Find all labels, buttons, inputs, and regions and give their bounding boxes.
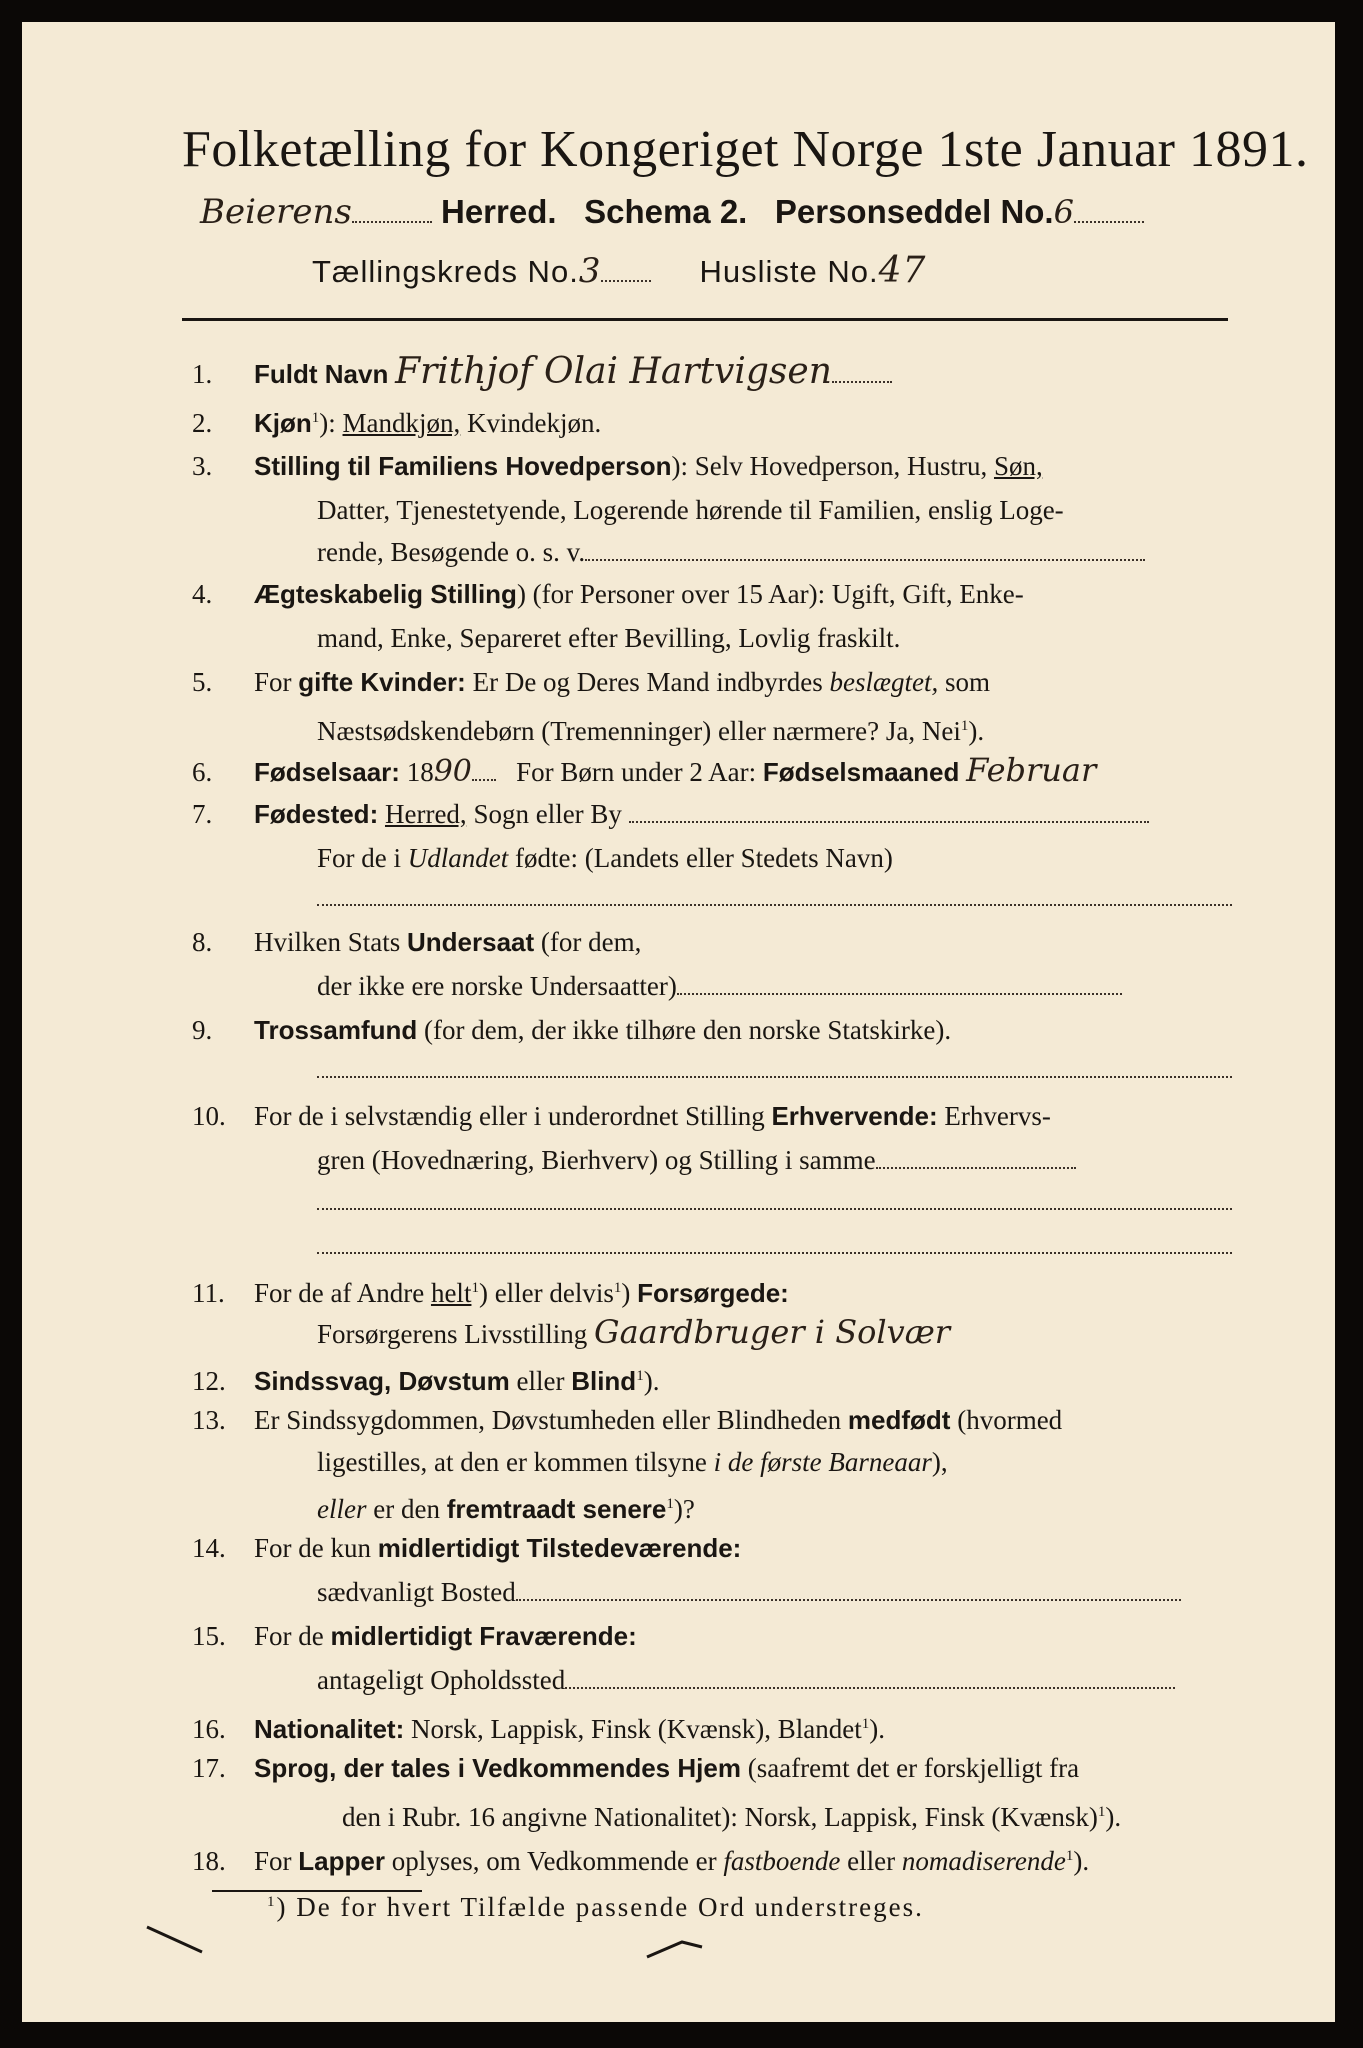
question-text: som (938, 667, 991, 697)
question-text: den i Rubr. 16 angivne Nationalitet): Norsk, Lappisk, Finsk (Kvænsk) (342, 1802, 1098, 1832)
question-text: For de kun (254, 1533, 378, 1563)
question-text: ): Selv Hovedperson, Hustru, (671, 451, 994, 481)
question-label: gifte Kvinder: (298, 667, 466, 697)
question-number: 14. (192, 1533, 226, 1563)
herred-value: Beierens (200, 192, 352, 232)
question-text: (for dem, der ikke tilhøre den norske Statskirke). (417, 1015, 952, 1045)
question-label: Lapper (298, 1846, 385, 1876)
ink-mark (142, 1922, 242, 1962)
question-number: 7. (192, 799, 213, 829)
question-label: Trossamfund (254, 1015, 418, 1045)
question-5-line-2: Næstsødskendebørn (Tremenninger) eller nærmere? Ja, Nei$^1$). (317, 716, 985, 746)
question-text: eller (317, 1494, 367, 1524)
question-text: Kvindekjøn. (460, 408, 602, 438)
question-text: ): (319, 408, 343, 438)
question-text: ). (643, 1366, 660, 1396)
question-label: Sprog, der tales i Vedkommendes Hjem (254, 1753, 741, 1783)
question-10 (192, 1096, 1245, 1136)
kreds-label: Tællingskreds No. (312, 254, 579, 289)
footnote-mark: 1 (311, 410, 320, 426)
question-label: Undersaat (407, 927, 535, 957)
question-15 (192, 1616, 1245, 1656)
question-text: er den (366, 1494, 447, 1524)
question-label: Fødselsaar: (254, 757, 400, 787)
question-label: Fuldt Navn (254, 359, 389, 389)
question-number: 10. (192, 1101, 226, 1131)
question-1 (192, 352, 1245, 394)
husliste-value: 47 (878, 250, 927, 291)
question-text: ). (869, 1714, 885, 1744)
dotted-fill (601, 258, 651, 282)
question-text: sædvanligt Bosted (317, 1577, 516, 1607)
blank-answer-line (317, 1076, 1232, 1078)
question-text: For de af Andre (254, 1278, 431, 1308)
question-text: Forsørgerens Livsstilling (317, 1319, 588, 1349)
full-name-value: Frithjof Olai Hartvigsen (395, 351, 832, 392)
census-form (22, 22, 1335, 2022)
question-label: Forsørgede: (637, 1278, 789, 1308)
footnote (267, 1892, 924, 1923)
question-label: Stilling til Familiens Hovedperson (254, 451, 672, 481)
question-label: fremtraadt senere (446, 1494, 667, 1524)
selected-option: Mandkjøn, (342, 408, 461, 438)
schema-label: Schema 2. (584, 193, 748, 230)
kreds-value: 3 (578, 251, 602, 291)
question-text: oplyses, om Vedkommende er (384, 1846, 724, 1876)
question-label: Fødselsmaaned (762, 757, 960, 787)
question-text: der ikke ere norske Undersaatter) (317, 971, 677, 1001)
question-5 (192, 662, 1245, 702)
question-text: For (254, 1846, 299, 1876)
form-title: Folketælling for Kongeriget Norge 1ste Januar 1891. (182, 121, 1309, 178)
dotted-fill (585, 537, 1145, 561)
question-text: i de første Barneaar (713, 1447, 932, 1477)
question-label: medfødt (847, 1405, 951, 1435)
question-11-line-2 (317, 1312, 1245, 1354)
dotted-fill (352, 199, 432, 223)
question-number: 2. (192, 408, 213, 438)
dotted-fill (677, 971, 1122, 995)
question-label: Ægteskabelig Stilling (254, 579, 517, 609)
question-10-line-2 (317, 1140, 1245, 1180)
question-3-line-3 (317, 532, 1245, 572)
question-text: For Børn under 2 Aar: (516, 757, 763, 787)
header-rule (182, 318, 1228, 321)
question-text: beslægtet, (829, 667, 939, 697)
question-17-line-2: den i Rubr. 16 angivne Nationalitet): Norsk, Lappisk, Finsk (Kvænsk)$^1$). (342, 1802, 1122, 1832)
question-text: nomadiserende (901, 1846, 1066, 1876)
question-13-line-3: eller er den fremtraadt senere$^1$)? (317, 1494, 695, 1524)
dotted-fill (876, 1145, 1076, 1169)
question-14-line-2 (317, 1572, 1245, 1612)
question-text: For de (254, 1621, 331, 1651)
dotted-fill (472, 757, 496, 781)
question-number: 3. (192, 451, 213, 481)
question-4 (192, 574, 1245, 614)
question-number: 18. (192, 1846, 226, 1876)
herred-label: Herred. (441, 193, 557, 230)
question-label: Sindssvag, Døvstum (254, 1366, 510, 1396)
question-text: fastboende (723, 1846, 841, 1876)
ink-mark (642, 1932, 722, 1962)
question-number: 12. (192, 1366, 226, 1396)
question-6 (192, 750, 1245, 792)
question-number: 15. (192, 1621, 226, 1651)
question-number: 9. (192, 1015, 213, 1045)
question-number: 4. (192, 579, 213, 609)
question-number: 6. (192, 757, 213, 787)
question-text: Næstsødskendebørn (Tremenninger) eller nærmere? Ja, Nei (317, 716, 961, 746)
husliste-label: Husliste No. (699, 254, 879, 289)
question-number: 11. (192, 1278, 225, 1308)
question-text: rende, Besøgende o. s. v. (317, 537, 586, 567)
question-text: For de i selvstændig eller i underordnet Stilling (254, 1101, 772, 1131)
question-number: 5. (192, 667, 213, 697)
question-text: ), (931, 1447, 948, 1477)
question-text: For de i (317, 843, 408, 873)
question-3 (192, 446, 1245, 486)
question-text: ) (621, 1278, 638, 1308)
question-3-line-2: Datter, Tjenestetyende, Logerende hørende til Familien, enslig Loge- (317, 495, 1064, 525)
question-number: 17. (192, 1753, 226, 1783)
question-number: 16. (192, 1714, 226, 1744)
question-9 (192, 1010, 1245, 1050)
question-13-line-2 (317, 1442, 1245, 1482)
question-text: Er De og Deres Mand indbyrdes (465, 667, 830, 697)
question-label: Erhvervende: (771, 1101, 938, 1131)
kreds-row (312, 250, 926, 291)
question-text: )? (673, 1494, 695, 1524)
question-text: (hvormed (950, 1405, 1063, 1435)
question-label: Blind (571, 1366, 637, 1396)
question-8-line-2 (317, 966, 1245, 1006)
question-text: For (254, 667, 299, 697)
personseddel-value: 6 (1053, 193, 1074, 231)
selected-option: Herred, (384, 799, 467, 829)
dotted-fill (1074, 199, 1144, 223)
question-4-line-2: mand, Enke, Separeret efter Bevilling, Lovlig fraskilt. (317, 623, 901, 653)
question-16: 16. Nationalitet: Norsk, Lappisk, Finsk (Kvænsk), Blandet$^1$). (192, 1704, 1245, 1749)
question-text: eller (840, 1846, 902, 1876)
question-text: ligestilles, at den er kommen tilsyne (317, 1447, 714, 1477)
question-text: Udlandet (407, 843, 509, 873)
question-13 (192, 1400, 1245, 1440)
question-number: 1. (192, 359, 213, 389)
birth-year-value: 90 (433, 754, 472, 789)
question-8 (192, 922, 1245, 962)
question-label: Fødested: (254, 799, 379, 829)
question-text: ). (1105, 1802, 1122, 1832)
question-text: Norsk, Lappisk, Finsk (Kvænsk), Blandet (404, 1714, 862, 1744)
dotted-fill (565, 1665, 1175, 1689)
question-17 (192, 1748, 1245, 1788)
footnote-mark: 1 (267, 1894, 277, 1910)
question-text: antageligt Opholdssted (317, 1665, 566, 1695)
question-text: (for dem, (534, 927, 642, 957)
question-7 (192, 794, 1245, 834)
blank-answer-line (317, 1252, 1232, 1254)
question-text: Er Sindssygdommen, Døvstumheden eller Blindheden (254, 1405, 848, 1435)
year-prefix: 18 (406, 757, 434, 787)
question-text: eller (509, 1366, 572, 1396)
question-text: Hvilken Stats (254, 927, 407, 957)
question-12: 12. Sindssvag, Døvstum eller Blind$^1$). (192, 1356, 1245, 1401)
personseddel-label: Personseddel No. (774, 193, 1054, 230)
dotted-fill (516, 1577, 1181, 1601)
blank-answer-line (317, 904, 1232, 906)
question-text: Erhvervs- (937, 1101, 1051, 1131)
provider-occupation-value: Gaardbruger i Solvær (594, 1313, 951, 1351)
question-18: 18. For Lapper oplyses, om Vedkommende er fastboende eller nomadiserende$^1$). (192, 1836, 1245, 1881)
question-number: 13. (192, 1405, 226, 1435)
herred-row (200, 192, 1144, 232)
question-14 (192, 1528, 1245, 1568)
question-text: ) (for Personer over 15 Aar): Ugift, Gift, Enke- (516, 579, 1024, 609)
question-text: gren (Hovednæring, Bierhverv) og Stilling i samme (317, 1145, 876, 1175)
question-7-line-2 (317, 838, 1245, 878)
footnote-text: ) De for hvert Tilfælde passende Ord understreges. (276, 1892, 924, 1922)
question-text: Sogn eller By (466, 799, 622, 829)
question-label: Kjøn (254, 408, 312, 438)
question-15-line-2 (317, 1660, 1245, 1700)
blank-answer-line (317, 1208, 1232, 1210)
selected-option: helt (430, 1278, 472, 1308)
question-2 (192, 398, 1245, 443)
question-label: midlertidigt Tilstedeværende: (377, 1533, 742, 1563)
question-11: 11. For de af Andre helt$^1$) eller delvis$^1$) Forsørgede: (192, 1268, 1245, 1313)
question-number: 8. (192, 927, 213, 957)
question-label: Nationalitet: (254, 1714, 405, 1744)
selected-option: Søn, (993, 451, 1043, 481)
question-text: (saafremt det er forskjelligt fra (740, 1753, 1080, 1783)
question-text: fødte: (Landets eller Stedets Navn) (508, 843, 893, 873)
question-text: ). (1073, 1846, 1090, 1876)
question-text: ) eller delvis (478, 1278, 614, 1308)
question-label: midlertidigt Fraværende: (330, 1621, 637, 1651)
dotted-fill (629, 799, 1149, 823)
dotted-fill (832, 359, 892, 383)
birth-month-value: Februar (966, 751, 1097, 789)
